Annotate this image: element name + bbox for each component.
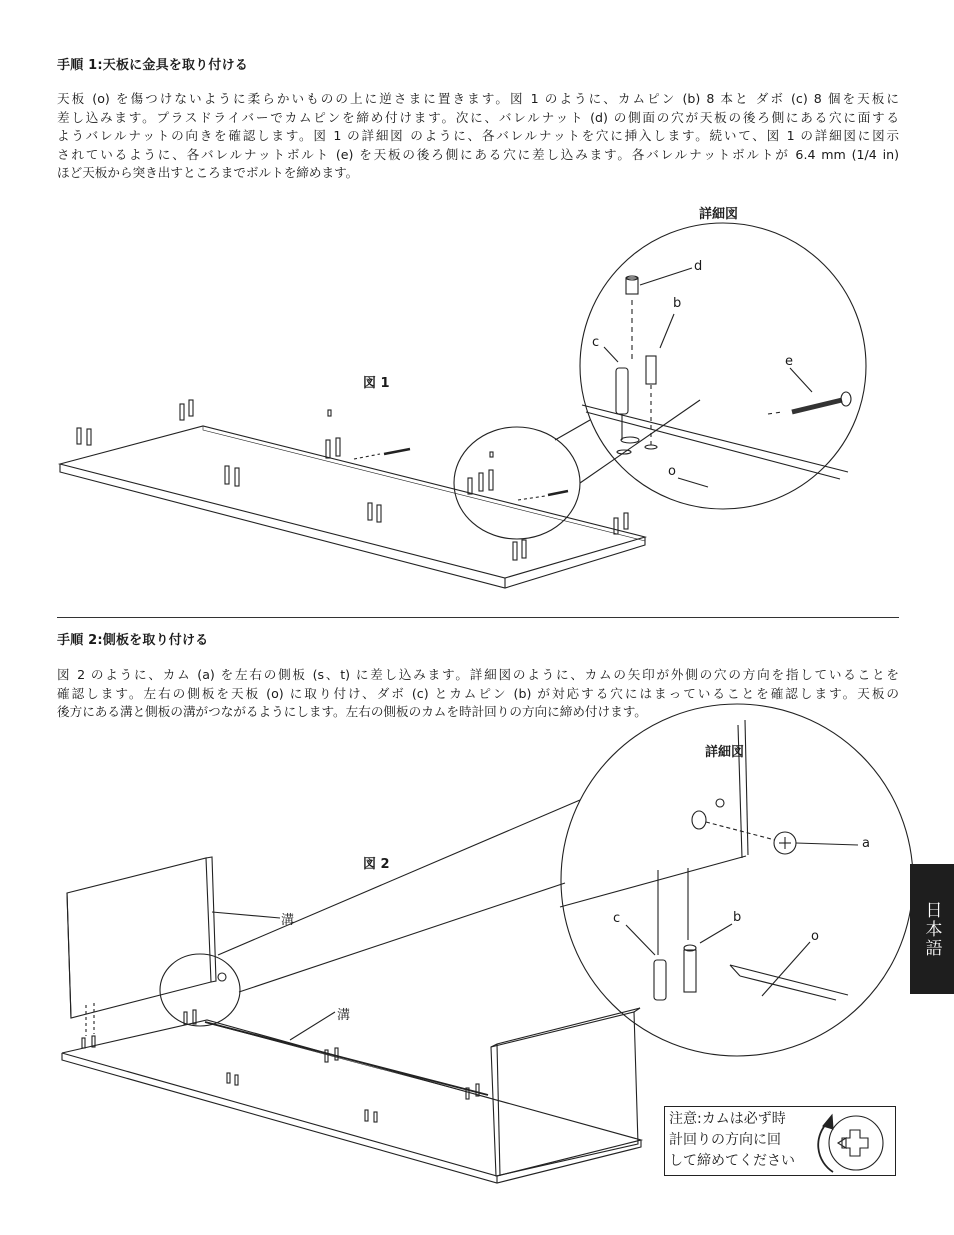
step2-paragraph	[57, 666, 899, 722]
left-side-panel	[67, 858, 211, 1018]
callout-c: c	[592, 335, 600, 350]
caution-line: 注意:カムは必ず時	[669, 1111, 786, 1127]
step1-line: ようバレルナットの向きを確認します。図 1 の詳細図 のように、各バレルナットを穴に挿入します。続いて、図 1 の詳細図に図示	[57, 128, 899, 143]
language-tab-label: 日本語	[921, 900, 942, 958]
step2-line: 後方にある溝と側板の溝がつながるようにします。左右の側板のカムを時計回りの方向に締め付けます。	[57, 704, 647, 719]
step1-line: 天板 (o) を傷つけないように柔らかいものの上に逆さまに置きます。図 1 のように、カムピン (b) 8 本と ダボ (c) 8 個を天板に	[57, 91, 899, 106]
caution-line: 計回りの方向に回	[669, 1132, 781, 1148]
step1-line: 差し込みます。プラスドライバーでカムピンを締め付けます。次に、バレルナット (d) の側面の穴が天板の後ろ側にある穴に面する	[57, 109, 899, 125]
language-tab	[910, 864, 954, 994]
groove-label-top: 溝	[337, 1008, 351, 1023]
callout-a: a	[862, 836, 870, 851]
caution-line: して締めてください	[669, 1153, 795, 1169]
cam-pin-2	[684, 950, 696, 992]
step2-heading: 手順 2:側板を取り付ける	[57, 633, 209, 648]
callout-b-2: b	[733, 910, 742, 925]
barrel-nut-bolt	[792, 400, 842, 412]
callout-o-2: o	[811, 929, 819, 944]
figure-1-label: 図 1	[363, 376, 390, 391]
right-side-panel	[491, 1012, 638, 1176]
caution-box	[664, 1106, 896, 1176]
cam-pin	[646, 356, 656, 384]
figure-2-detail-label: 詳細図	[705, 745, 745, 760]
step1-line: されているように、各バレルナットボルト (e) を天板の後ろ側にある穴に差し込みます。各バレルナットボルトが 6.4 mm (1/4 in)	[57, 146, 899, 162]
step2-line: 図 2 のように、カム (a) を左右の側板 (s、t) に差し込みます。詳細図のように、カムの矢印が外側の穴の方向を指していることを	[57, 667, 899, 682]
callout-b: b	[673, 296, 682, 311]
dowel-2	[654, 960, 666, 1000]
callout-e: e	[785, 354, 793, 369]
cam-pins-group	[77, 400, 628, 560]
tabletop-board-2	[62, 1020, 641, 1176]
tabletop-board	[60, 426, 645, 578]
callout-d: d	[694, 259, 703, 274]
step1-line: ほど天板から突き出すところまでボルトを締めます。	[57, 165, 359, 180]
groove-label-side: 溝	[281, 913, 295, 928]
step1-heading: 手順 1:天板に金具を取り付ける	[57, 58, 248, 73]
step2-line: 確認します。左右の側板を天板 (o) に取り付け、ダボ (c) とカムピン (b) が対応する穴にはまっていることを確認します。天板の	[57, 685, 899, 701]
figure-1-detail-circle	[454, 427, 580, 539]
section-divider	[57, 617, 899, 618]
figure-2-detail-circle	[160, 954, 240, 1026]
callout-c-2: c	[613, 911, 621, 926]
figure-2-label: 図 2	[363, 857, 390, 872]
figure-1-detail-label: 詳細図	[699, 207, 739, 222]
dowel	[616, 368, 628, 414]
caution-text	[669, 1109, 819, 1172]
callout-o: o	[668, 464, 676, 479]
